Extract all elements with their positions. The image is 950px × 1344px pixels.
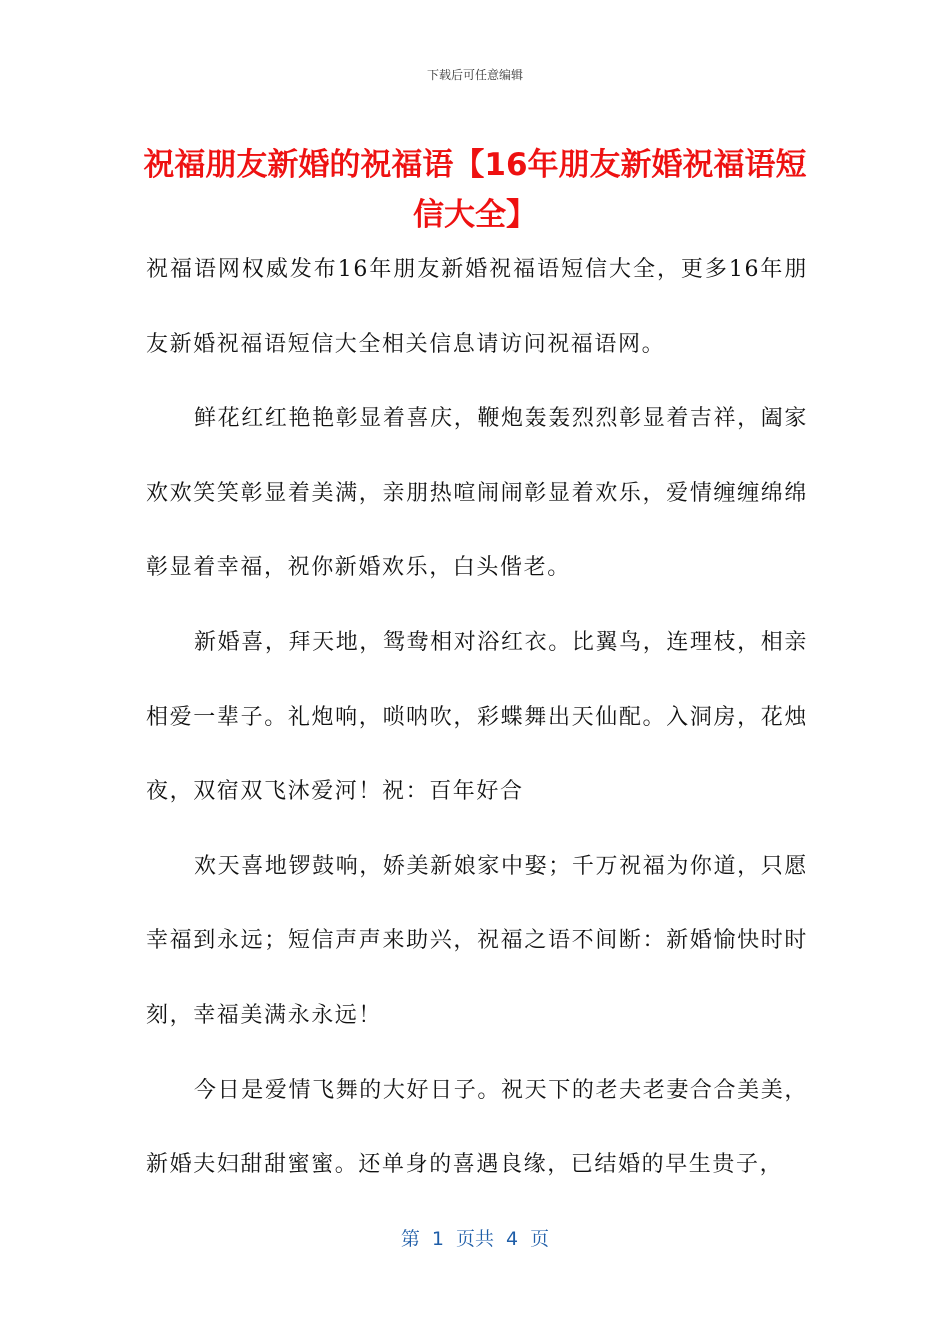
- document-title: 祝福朋友新婚的祝福语【16年朋友新婚祝福语短信大全】: [143, 147, 807, 233]
- page-footer: 第 1 页共 4 页: [400, 1228, 550, 1250]
- paragraph-1: 鲜花红红艳艳彰显着喜庆，鞭炮轰轰烈烈彰显着吉祥，阖家欢欢笑笑彰显着美满，亲朋热喧闹闹彰显着欢乐，爱情缠缠绵绵彰显着幸福，祝你新婚欢乐，白头偕老。: [146, 406, 808, 581]
- intro-paragraph: 祝福语网权威发布16年朋友新婚祝福语短信大全，更多16年朋友新婚祝福语短信大全相关信息请访问祝福语网。: [146, 257, 808, 357]
- document-body: [146, 233, 808, 1203]
- header-note: 下载后可任意编辑: [426, 68, 523, 82]
- paragraph-3: 欢天喜地锣鼓响，娇美新娘家中娶；千万祝福为你道，只愿幸福到永远；短信声声来助兴，祝福之语不间断：新婚愉快时时刻，幸福美满永永远！: [146, 853, 808, 1028]
- paragraph-2: 新婚喜，拜天地，鸳鸯相对浴红衣。比翼鸟，连理枝，相亲相爱一辈子。礼炮响，唢呐吹，彩蝶舞出天仙配。入洞房，花烛夜，双宿双飞沐爱河！祝：百年好合: [146, 629, 808, 805]
- paragraph-4: 今日是爱情飞舞的大好日子。祝天下的老夫老妻合合美美，新婚夫妇甜甜蜜蜜。还单身的喜遇良缘，已结婚的早生贵子，: [146, 1077, 808, 1178]
